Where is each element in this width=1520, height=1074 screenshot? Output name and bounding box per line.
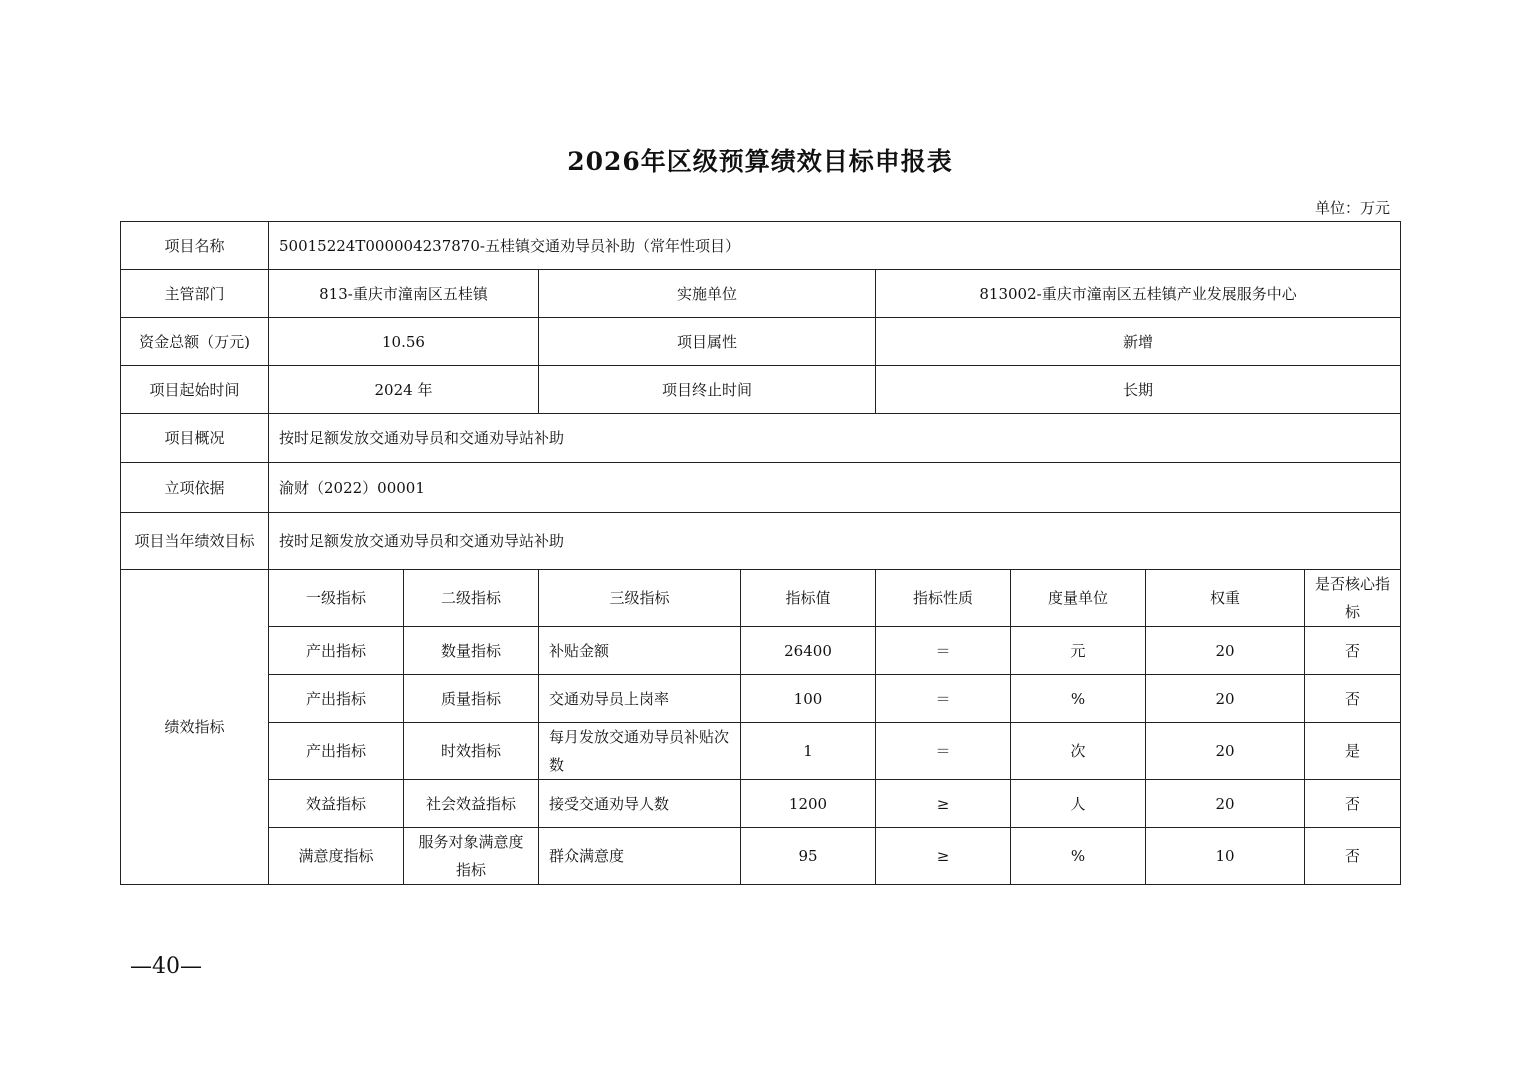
unit-cell: 次	[1011, 723, 1146, 780]
row-project-name	[121, 222, 1401, 270]
nature-cell: ＝	[876, 627, 1011, 675]
end-time-label: 项目终止时间	[539, 366, 876, 414]
level2-cell: 社会效益指标	[404, 780, 539, 828]
level2-cell: 数量指标	[404, 627, 539, 675]
header-level1: 一级指标	[269, 570, 404, 627]
nature-cell: ＝	[876, 675, 1011, 723]
annual-goal-value: 按时足额发放交通劝导员和交通劝导站补助	[269, 513, 1401, 570]
start-time-label: 项目起始时间	[121, 366, 269, 414]
indicator-row	[121, 627, 1401, 675]
unit-cell: %	[1011, 675, 1146, 723]
indicator-row	[121, 828, 1401, 885]
value-cell: 95	[741, 828, 876, 885]
nature-cell: ≥	[876, 828, 1011, 885]
dept-value: 813-重庆市潼南区五桂镇	[269, 270, 539, 318]
row-overview	[121, 414, 1401, 463]
project-name-value: 50015224T000004237870-五桂镇交通劝导员补助（常年性项目）	[269, 222, 1401, 270]
indicators-label: 绩效指标	[121, 570, 269, 885]
weight-cell: 20	[1146, 780, 1305, 828]
level1-cell: 产出指标	[269, 723, 404, 780]
page-title: 2026年区级预算绩效目标申报表	[567, 147, 953, 176]
value-cell: 1	[741, 723, 876, 780]
basis-value: 渝财（2022）00001	[269, 463, 1401, 513]
nature-cell: ＝	[876, 723, 1011, 780]
level3-cell: 群众满意度	[539, 828, 741, 885]
value-cell: 26400	[741, 627, 876, 675]
project-name-label: 项目名称	[121, 222, 269, 270]
row-annual-goal	[121, 513, 1401, 570]
project-attr-value: 新增	[876, 318, 1401, 366]
impl-unit-label: 实施单位	[539, 270, 876, 318]
header-core: 是否核心指标	[1305, 570, 1401, 627]
row-period	[121, 366, 1401, 414]
overview-label: 项目概况	[121, 414, 269, 463]
header-unit: 度量单位	[1011, 570, 1146, 627]
row-department	[121, 270, 1401, 318]
level3-cell: 补贴金额	[539, 627, 741, 675]
project-attr-label: 项目属性	[539, 318, 876, 366]
core-cell: 否	[1305, 627, 1401, 675]
annual-goal-label: 项目当年绩效目标	[121, 513, 269, 570]
core-cell: 否	[1305, 828, 1401, 885]
row-funds	[121, 318, 1401, 366]
row-basis	[121, 463, 1401, 513]
funds-value: 10.56	[269, 318, 539, 366]
value-cell: 1200	[741, 780, 876, 828]
level3-cell: 交通劝导员上岗率	[539, 675, 741, 723]
unit-label: 单位：万元	[1314, 199, 1390, 217]
page-number: —40—	[130, 954, 202, 979]
nature-cell: ≥	[876, 780, 1011, 828]
weight-cell: 10	[1146, 828, 1305, 885]
end-time-value: 长期	[876, 366, 1401, 414]
header-value: 指标值	[741, 570, 876, 627]
core-cell: 是	[1305, 723, 1401, 780]
indicator-row	[121, 780, 1401, 828]
header-level2: 二级指标	[404, 570, 539, 627]
level2-cell: 时效指标	[404, 723, 539, 780]
weight-cell: 20	[1146, 723, 1305, 780]
header-nature: 指标性质	[876, 570, 1011, 627]
funds-label: 资金总额（万元)	[121, 318, 269, 366]
weight-cell: 20	[1146, 627, 1305, 675]
level1-cell: 产出指标	[269, 627, 404, 675]
indicator-row	[121, 675, 1401, 723]
indicator-header-row	[121, 570, 1401, 627]
level1-cell: 效益指标	[269, 780, 404, 828]
unit-cell: 人	[1011, 780, 1146, 828]
indicator-row	[121, 723, 1401, 780]
overview-value: 按时足额发放交通劝导员和交通劝导站补助	[269, 414, 1401, 463]
level3-cell: 接受交通劝导人数	[539, 780, 741, 828]
basis-label: 立项依据	[121, 463, 269, 513]
impl-unit-value: 813002-重庆市潼南区五桂镇产业发展服务中心	[876, 270, 1401, 318]
level2-cell: 服务对象满意度指标	[404, 828, 539, 885]
dept-label: 主管部门	[121, 270, 269, 318]
level3-cell: 每月发放交通劝导员补贴次数	[539, 723, 741, 780]
core-cell: 否	[1305, 780, 1401, 828]
level1-cell: 满意度指标	[269, 828, 404, 885]
unit-cell: 元	[1011, 627, 1146, 675]
budget-performance-table	[120, 221, 1401, 885]
weight-cell: 20	[1146, 675, 1305, 723]
start-time-value: 2024 年	[269, 366, 539, 414]
level2-cell: 质量指标	[404, 675, 539, 723]
core-cell: 否	[1305, 675, 1401, 723]
header-weight: 权重	[1146, 570, 1305, 627]
unit-cell: %	[1011, 828, 1146, 885]
header-level3: 三级指标	[539, 570, 741, 627]
value-cell: 100	[741, 675, 876, 723]
level1-cell: 产出指标	[269, 675, 404, 723]
